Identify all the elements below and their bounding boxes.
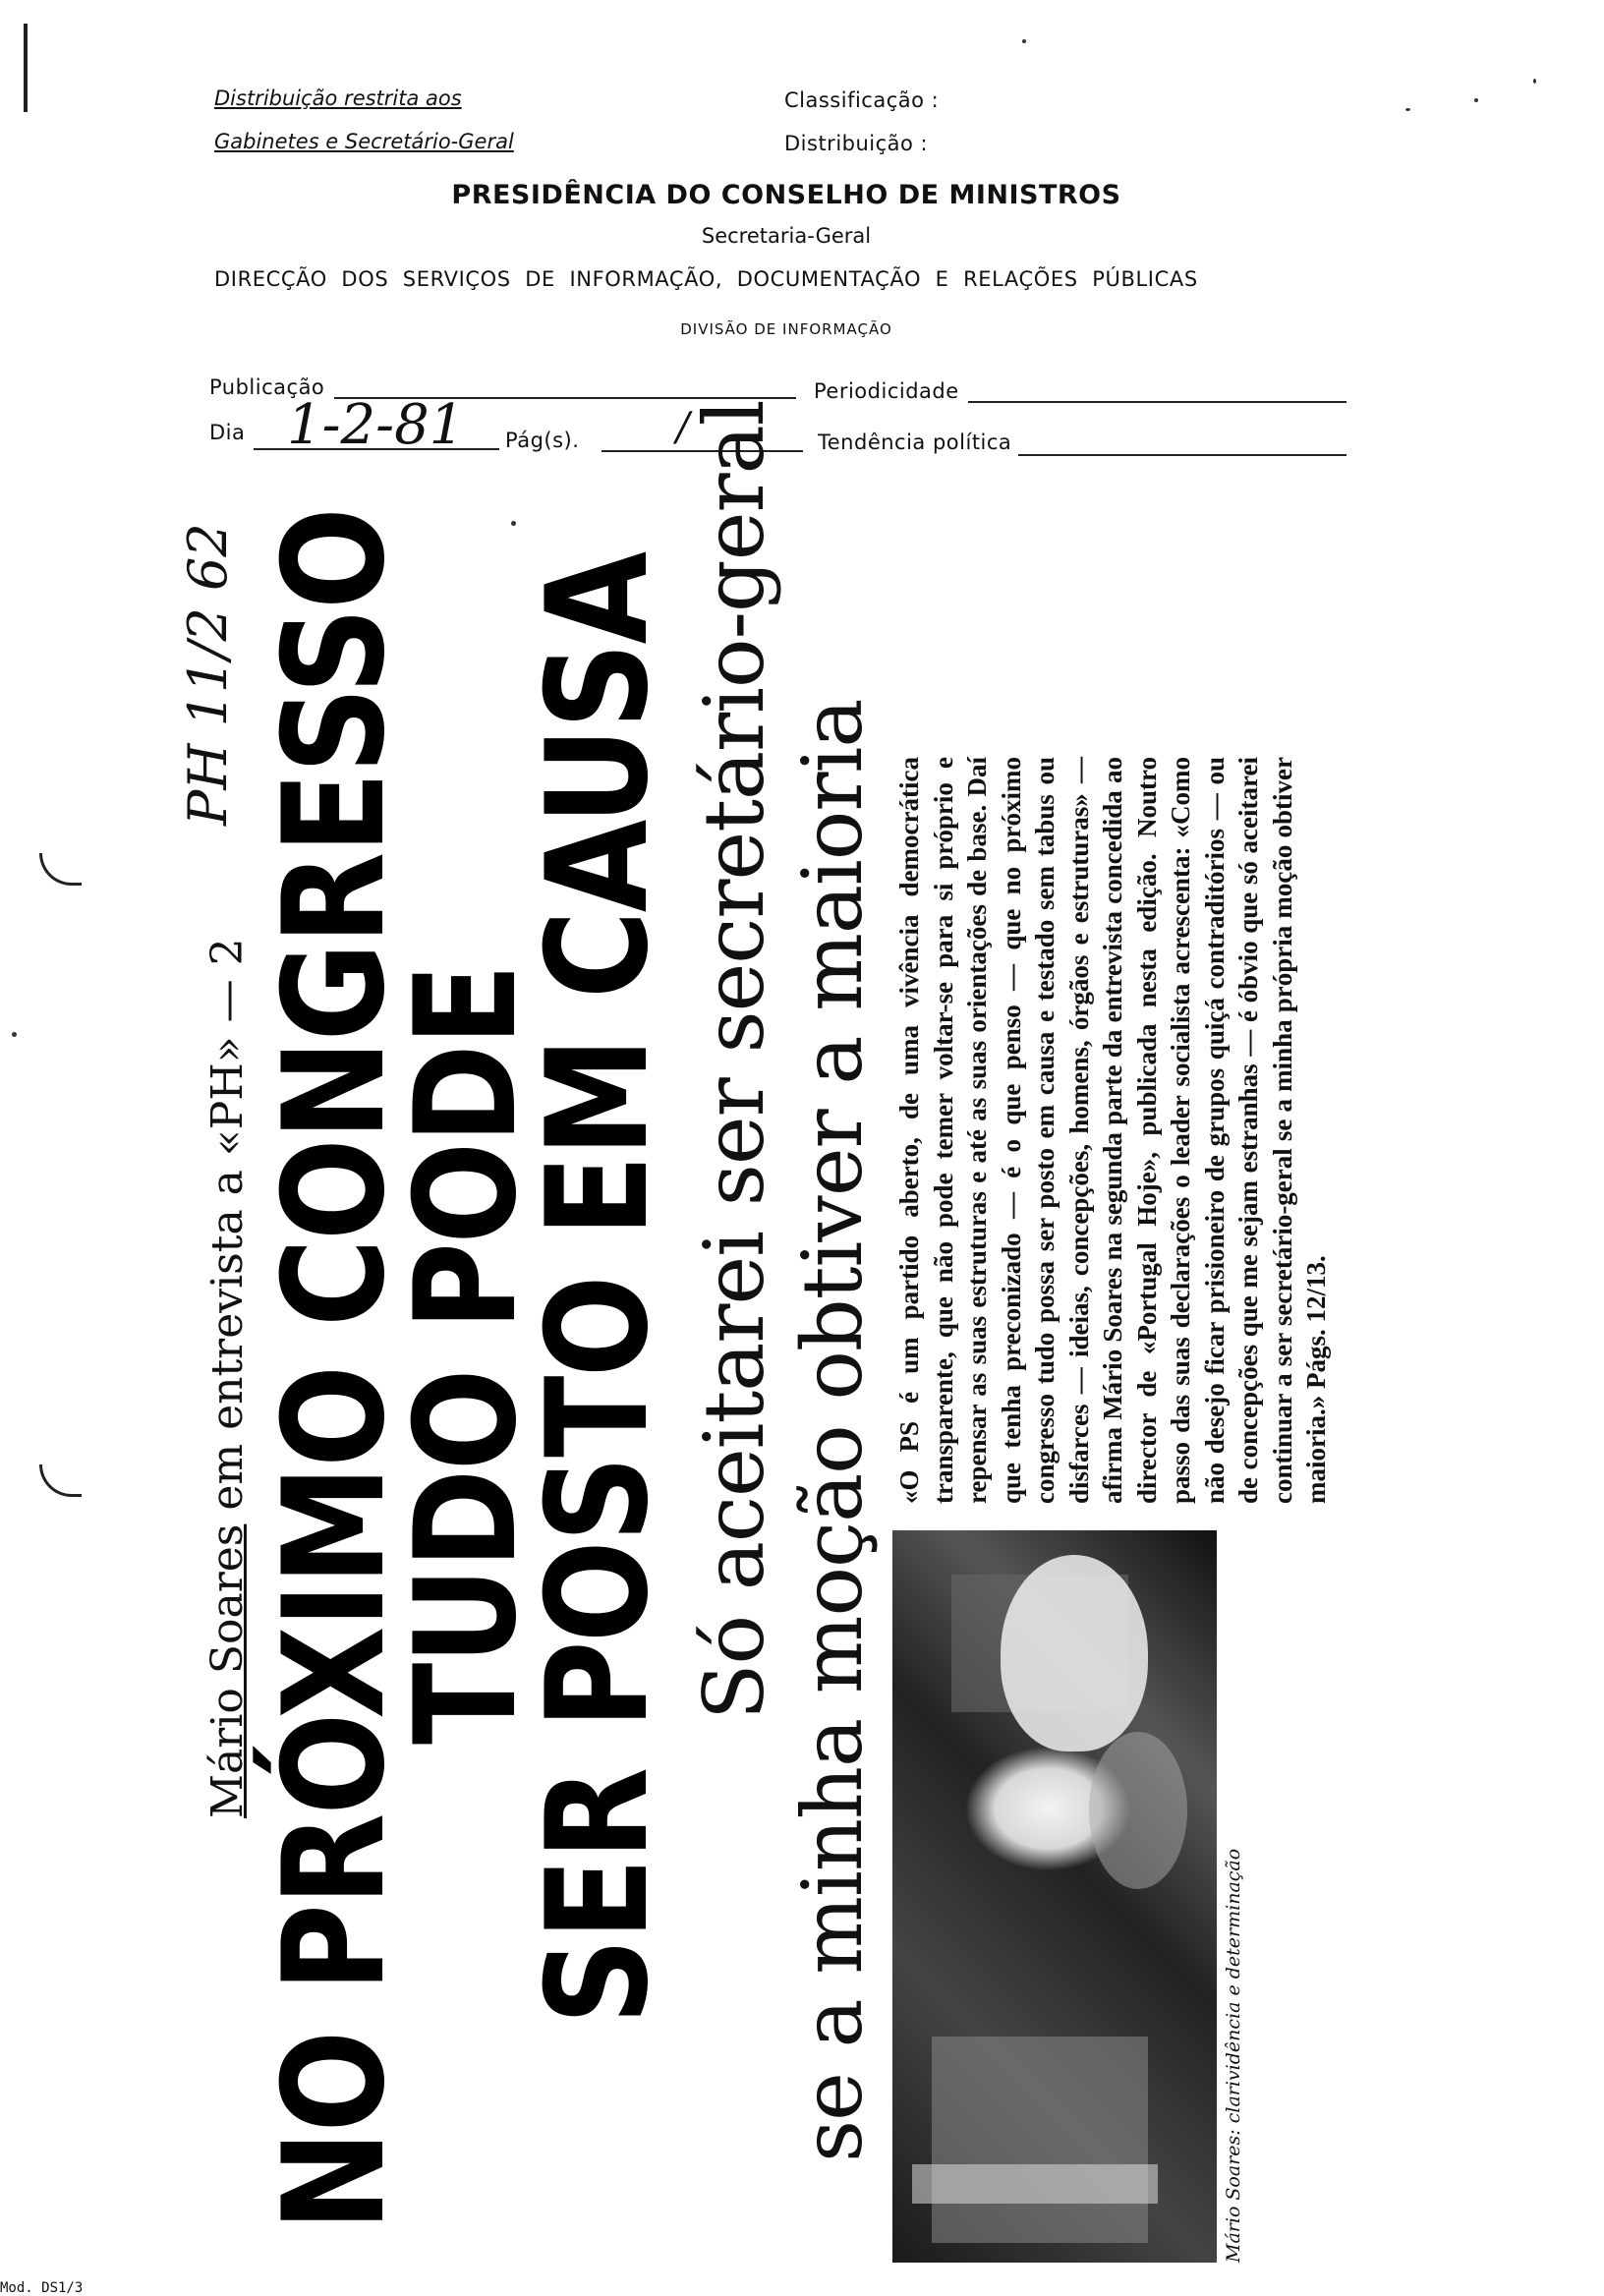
periodicidade-field[interactable] (968, 401, 1346, 403)
headline-line-3: SER POSTO EM CAUSA (517, 552, 679, 2025)
subhead-line-1: Só aceitarei ser secretário-geral (686, 400, 782, 1720)
photo-caption: Mário Soares: clarividência e determinação (1223, 1848, 1244, 2263)
subhead-line-2: se a minha moção obtiver a maioria (784, 699, 881, 2162)
article-body: «O PS é um partido aberto, de uma vivência democrática transparente, que não pode temer voltar-se para si próprio e repensar as suas estruturas e até as suas orientações de base. Daí que tenha preconizado — é o que penso — que no próximo congresso tudo possa ser posto em causa e testado sem tabus ou disfarces — ideias, concepções, homens, órgãos e estruturas» — afirma Mário Soares na segunda parte da entrevista concedida ao director de «Portugal Hoje», publicada nesta edição. Noutro passo das suas declarações o leader socialista acrescenta: «Como não desejo ficar prisioneiro de grupos quiçá contraditórios — ou de concepções que me sejam estranhas — é óbvio que só aceitarei continuar a ser secretário-geral se a minha própria moção obtiver maioria.» Págs. 12/13. (894, 757, 1331, 1504)
tendencia-label: Tendência política (818, 430, 1012, 454)
clipping-kicker (202, 938, 253, 1818)
kicker-rest: em entrevista a «PH» — 2 (202, 938, 253, 1524)
restricted-line-1: Distribuição restrita aos (214, 86, 462, 110)
periodicidade-label: Periodicidade (814, 379, 959, 403)
dia-value: 1-2-81 (287, 393, 465, 457)
restricted-line-2: Gabinetes e Secretário-Geral (214, 130, 514, 153)
headline-line-2: TUDO PODE (385, 965, 547, 1745)
punch-hole-mark (39, 853, 82, 886)
pag-value: / (676, 405, 690, 450)
photo-mario-soares (892, 1530, 1217, 2263)
punch-hole-mark (39, 1464, 82, 1497)
divisao-line: DIVISÃO DE INFORMAÇÃO (680, 320, 892, 338)
form-code: Mod. DS1/3 (0, 2280, 84, 2296)
kicker-name: Mário Soares (202, 1523, 253, 1818)
headline-line-1: NO PRÓXIMO CONGRESSO (254, 508, 416, 2231)
org-subtitle: Secretaria-Geral (701, 224, 872, 248)
distribuicao-label: Distribuição : (784, 132, 929, 155)
handwritten-note: PH 11/2 62 (177, 523, 239, 826)
org-title: PRESIDÊNCIA DO CONSELHO DE MINISTROS (451, 180, 1121, 210)
direccao-line: DIRECÇÃO DOS SERVIÇOS DE INFORMAÇÃO, DOCUMENTAÇÃO E RELAÇÕES PÚBLICAS (214, 267, 1198, 291)
pag-label: Pág(s). (505, 429, 580, 452)
publicacao-label: Publicação (209, 375, 325, 399)
staple-mark (24, 24, 28, 112)
dia-label: Dia (209, 421, 246, 444)
classificacao-label: Classificação : (784, 88, 940, 112)
tendencia-field[interactable] (1018, 454, 1346, 456)
